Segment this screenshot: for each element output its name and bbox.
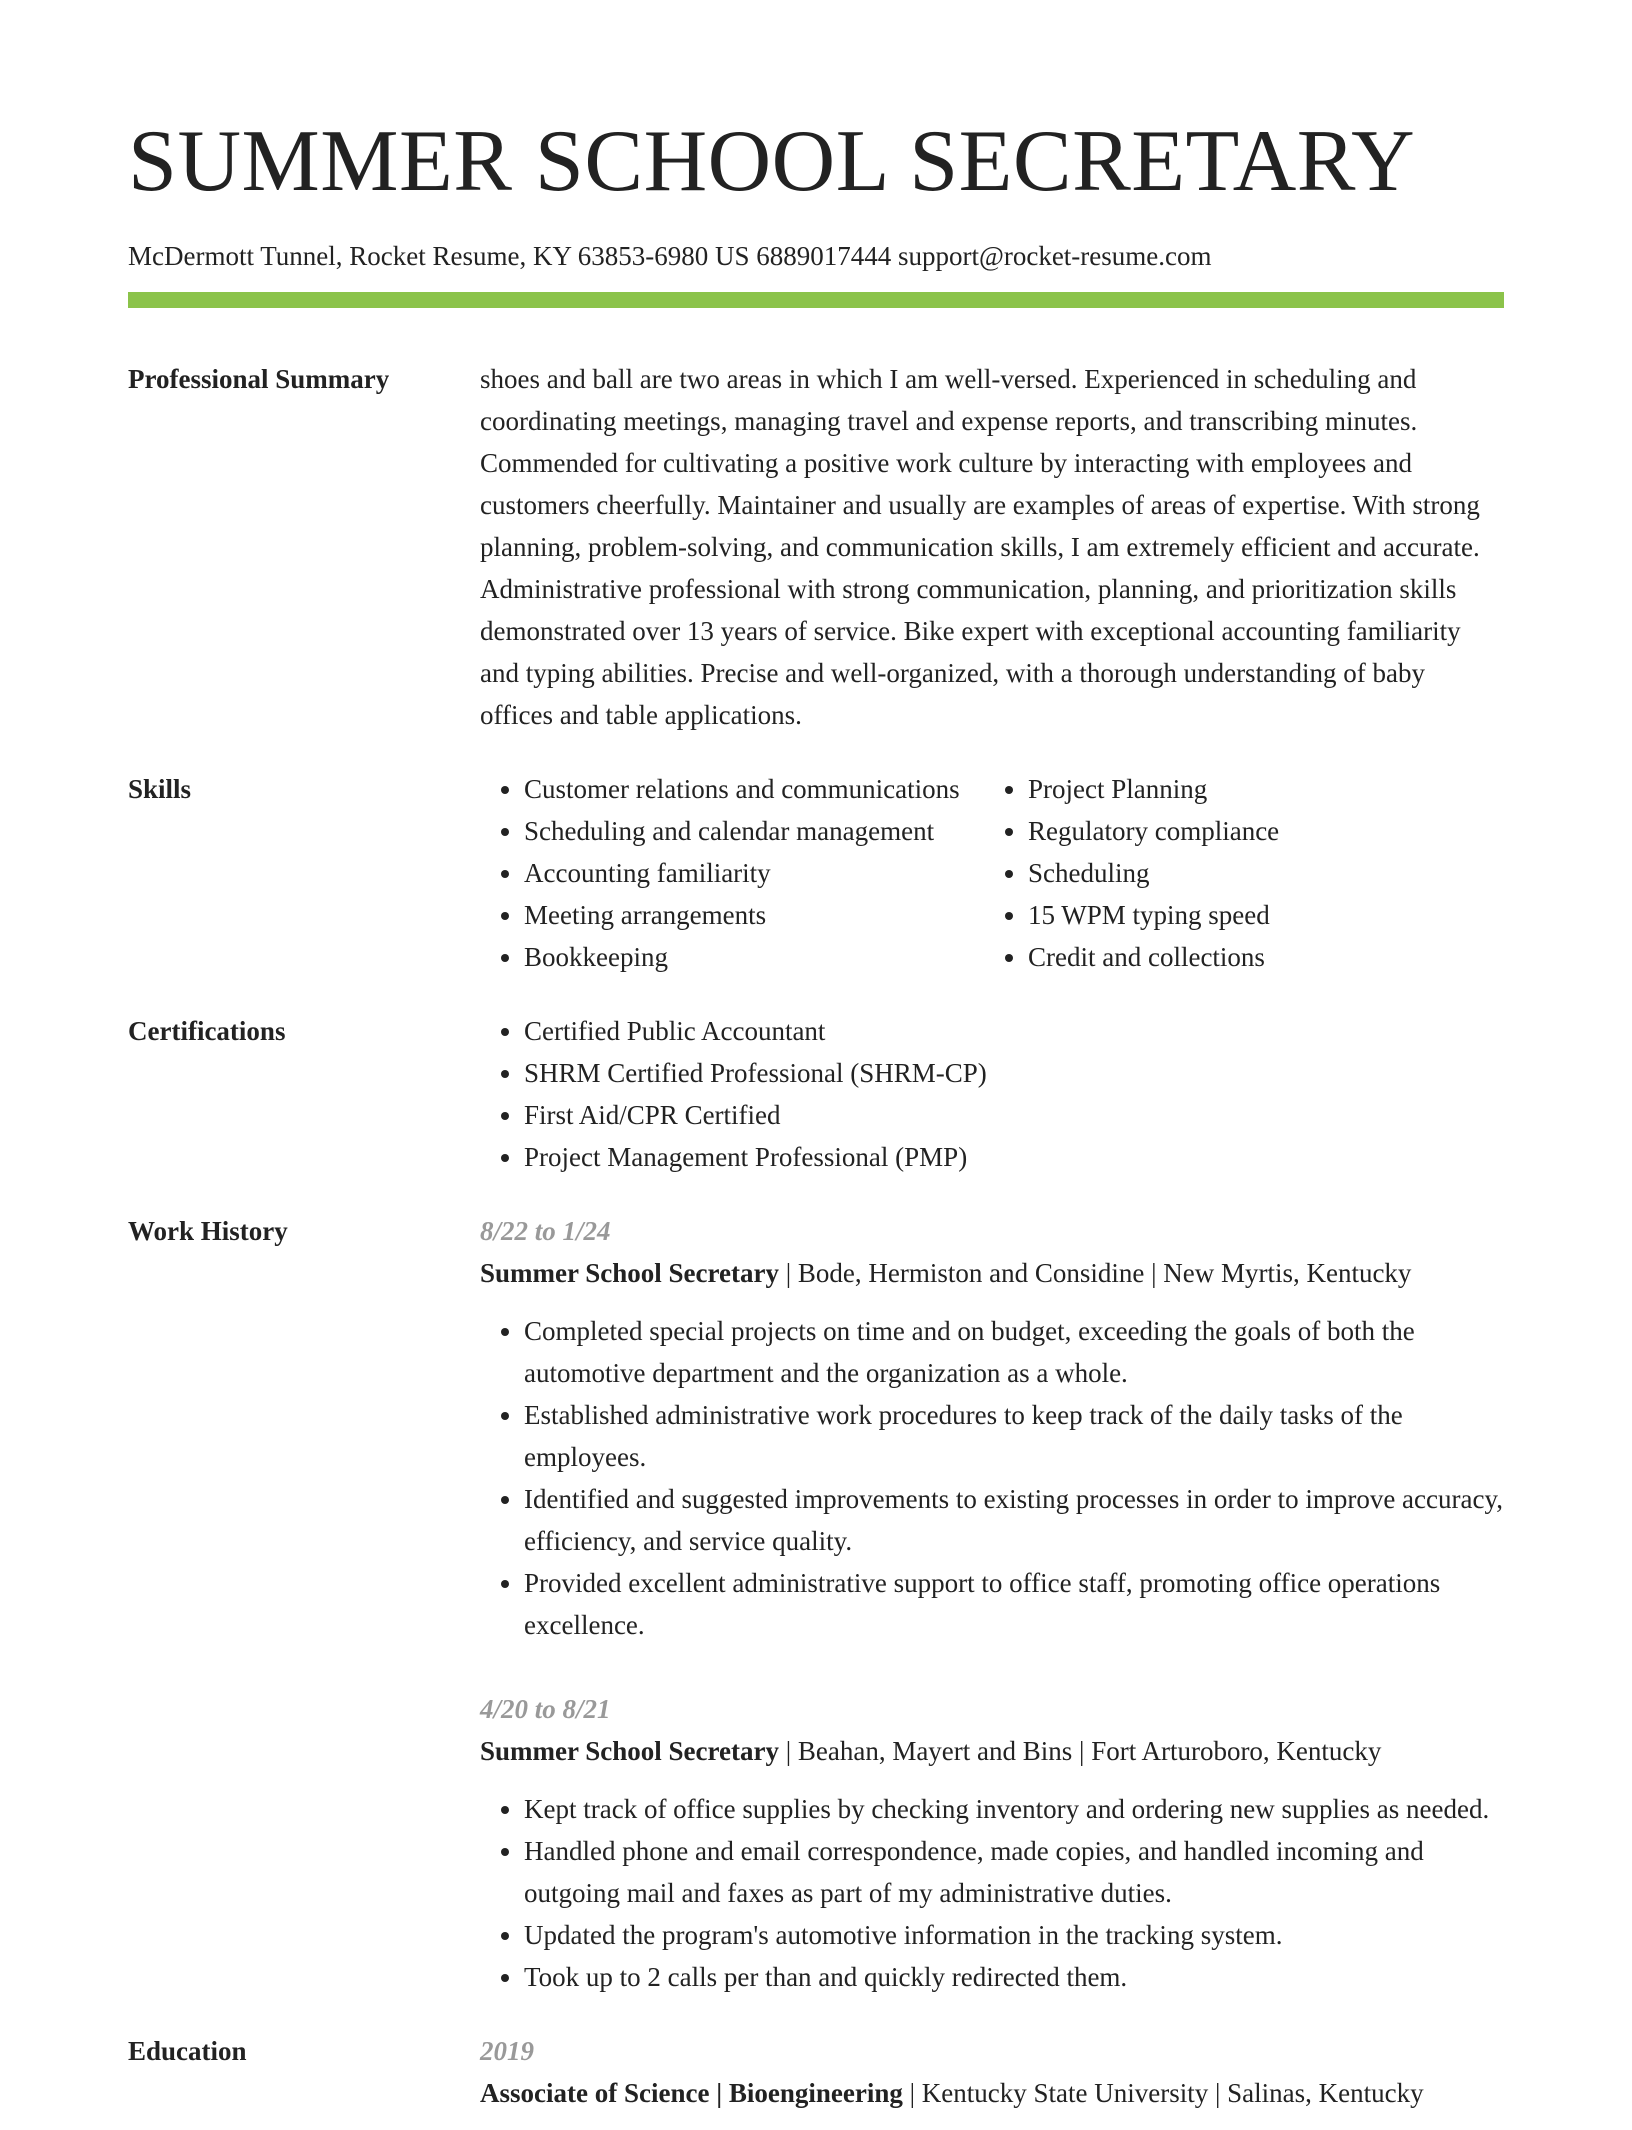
job-heading [480,1252,1504,1294]
job-bullet: • Completed special projects on time and on budget, exceeding the goals of both the automotive department and the organization as a whole. [524,1310,1504,1394]
education-date: 2019 [480,2036,534,2067]
skills-list-right [984,768,1279,978]
skill-item: • Project Planning [1028,768,1279,810]
certifications-list [480,1010,1504,1178]
summary-text: shoes and ball are two areas in which I am well-versed. Experienced in scheduling and coordinating meetings, managing travel and expense reports, and transcribing minutes. Commended for cultivating a positive work culture by interacting with employees and customers cheerfully. Maintainer and usually are examples of areas of expertise. With strong planning, problem-solving, and communication skills, I am extremely efficient and accurate. Administrative professional with strong communication, planning, and prioritization skills demonstrated over 13 years of service. Bike expert with exceptional accounting familiarity and typing abilities. Precise and well-organized, with a thorough understanding of baby offices and table applications. [480,364,1480,731]
work-history-heading: Work History [128,1216,288,1247]
skill-item: • 15 WPM typing speed [1028,894,1279,936]
skill-item: • Scheduling and calendar management [524,810,984,852]
job-bullet: • Identified and suggested improvements to existing processes in order to improve accuracy, efficiency, and service quality. [524,1478,1504,1562]
certification-item: • Project Management Professional (PMP) [524,1136,1504,1178]
education-heading-line: Associate of Science | Bioengineering | Kentucky State University | Salinas, Kentucky [480,2078,1424,2109]
job-entry [480,1210,1504,1646]
skills-heading: Skills [128,774,192,805]
job-bullet: • Established administrative work procedures to keep track of the daily tasks of the employees. [524,1394,1504,1478]
job-employer: | Bode, Hermiston and Considine | New Myrtis, Kentucky [778,1258,1412,1289]
certifications-section [128,1010,1504,1178]
summary-heading: Professional Summary [128,364,390,395]
job-title: Summer School Secretary [480,1258,779,1289]
job-date: 4/20 to 8/21 [480,1694,611,1725]
certification-item: • First Aid/CPR Certified [524,1094,1504,1136]
job-date: 8/22 to 1/24 [480,1216,611,1247]
skill-item: • Customer relations and communications [524,768,984,810]
job-bullets [480,1788,1504,1998]
job-title: Summer School Secretary [480,1736,779,1767]
accent-divider [128,292,1504,308]
job-employer: | Beahan, Mayert and Bins | Fort Arturoboro, Kentucky [778,1736,1382,1767]
skills-section [128,768,1504,978]
skill-item: • Bookkeeping [524,936,984,978]
job-bullet: • Kept track of office supplies by checking inventory and ordering new supplies as needed. [524,1788,1504,1830]
job-entry [480,1688,1504,1998]
job-heading [480,1730,1504,1772]
job-bullet: • Took up to 2 calls per than and quickly redirected them. [524,1956,1504,1998]
resume-name: SUMMER SCHOOL SECRETARY [128,113,1416,210]
skill-item: • Credit and collections [1028,936,1279,978]
certifications-heading: Certifications [128,1016,286,1047]
education-heading: Education [128,2036,247,2067]
skill-item: • Regulatory compliance [1028,810,1279,852]
skills-list-left [480,768,984,978]
education-degree: Associate of Science [480,2078,710,2109]
education-section [128,2030,1504,2130]
resume-page [128,0,1504,2130]
job-bullets [480,1310,1504,1646]
work-history-section [128,1210,1504,1998]
job-bullet: • Updated the program's automotive information in the tracking system. [524,1914,1504,1956]
skill-item: • Accounting familiarity [524,852,984,894]
certification-item: • SHRM Certified Professional (SHRM-CP) [524,1052,1504,1094]
certification-item: • Certified Public Accountant [524,1010,1504,1052]
education-school: | Kentucky State University | Salinas, Kentucky [902,2078,1424,2109]
skill-item: • Meeting arrangements [524,894,984,936]
education-field: Bioengineering [728,2078,903,2109]
summary-section [128,358,1504,736]
job-bullet: • Provided excellent administrative support to office staff, promoting office operations excellence. [524,1562,1504,1646]
contact-line: McDermott Tunnel, Rocket Resume, KY 63853-6980 US 6889017444 support@rocket-resume.com [128,241,1212,271]
skill-item: • Scheduling [1028,852,1279,894]
job-bullet: • Handled phone and email correspondence, made copies, and handled incoming and outgoing mail and faxes as part of my administrative duties. [524,1830,1504,1914]
